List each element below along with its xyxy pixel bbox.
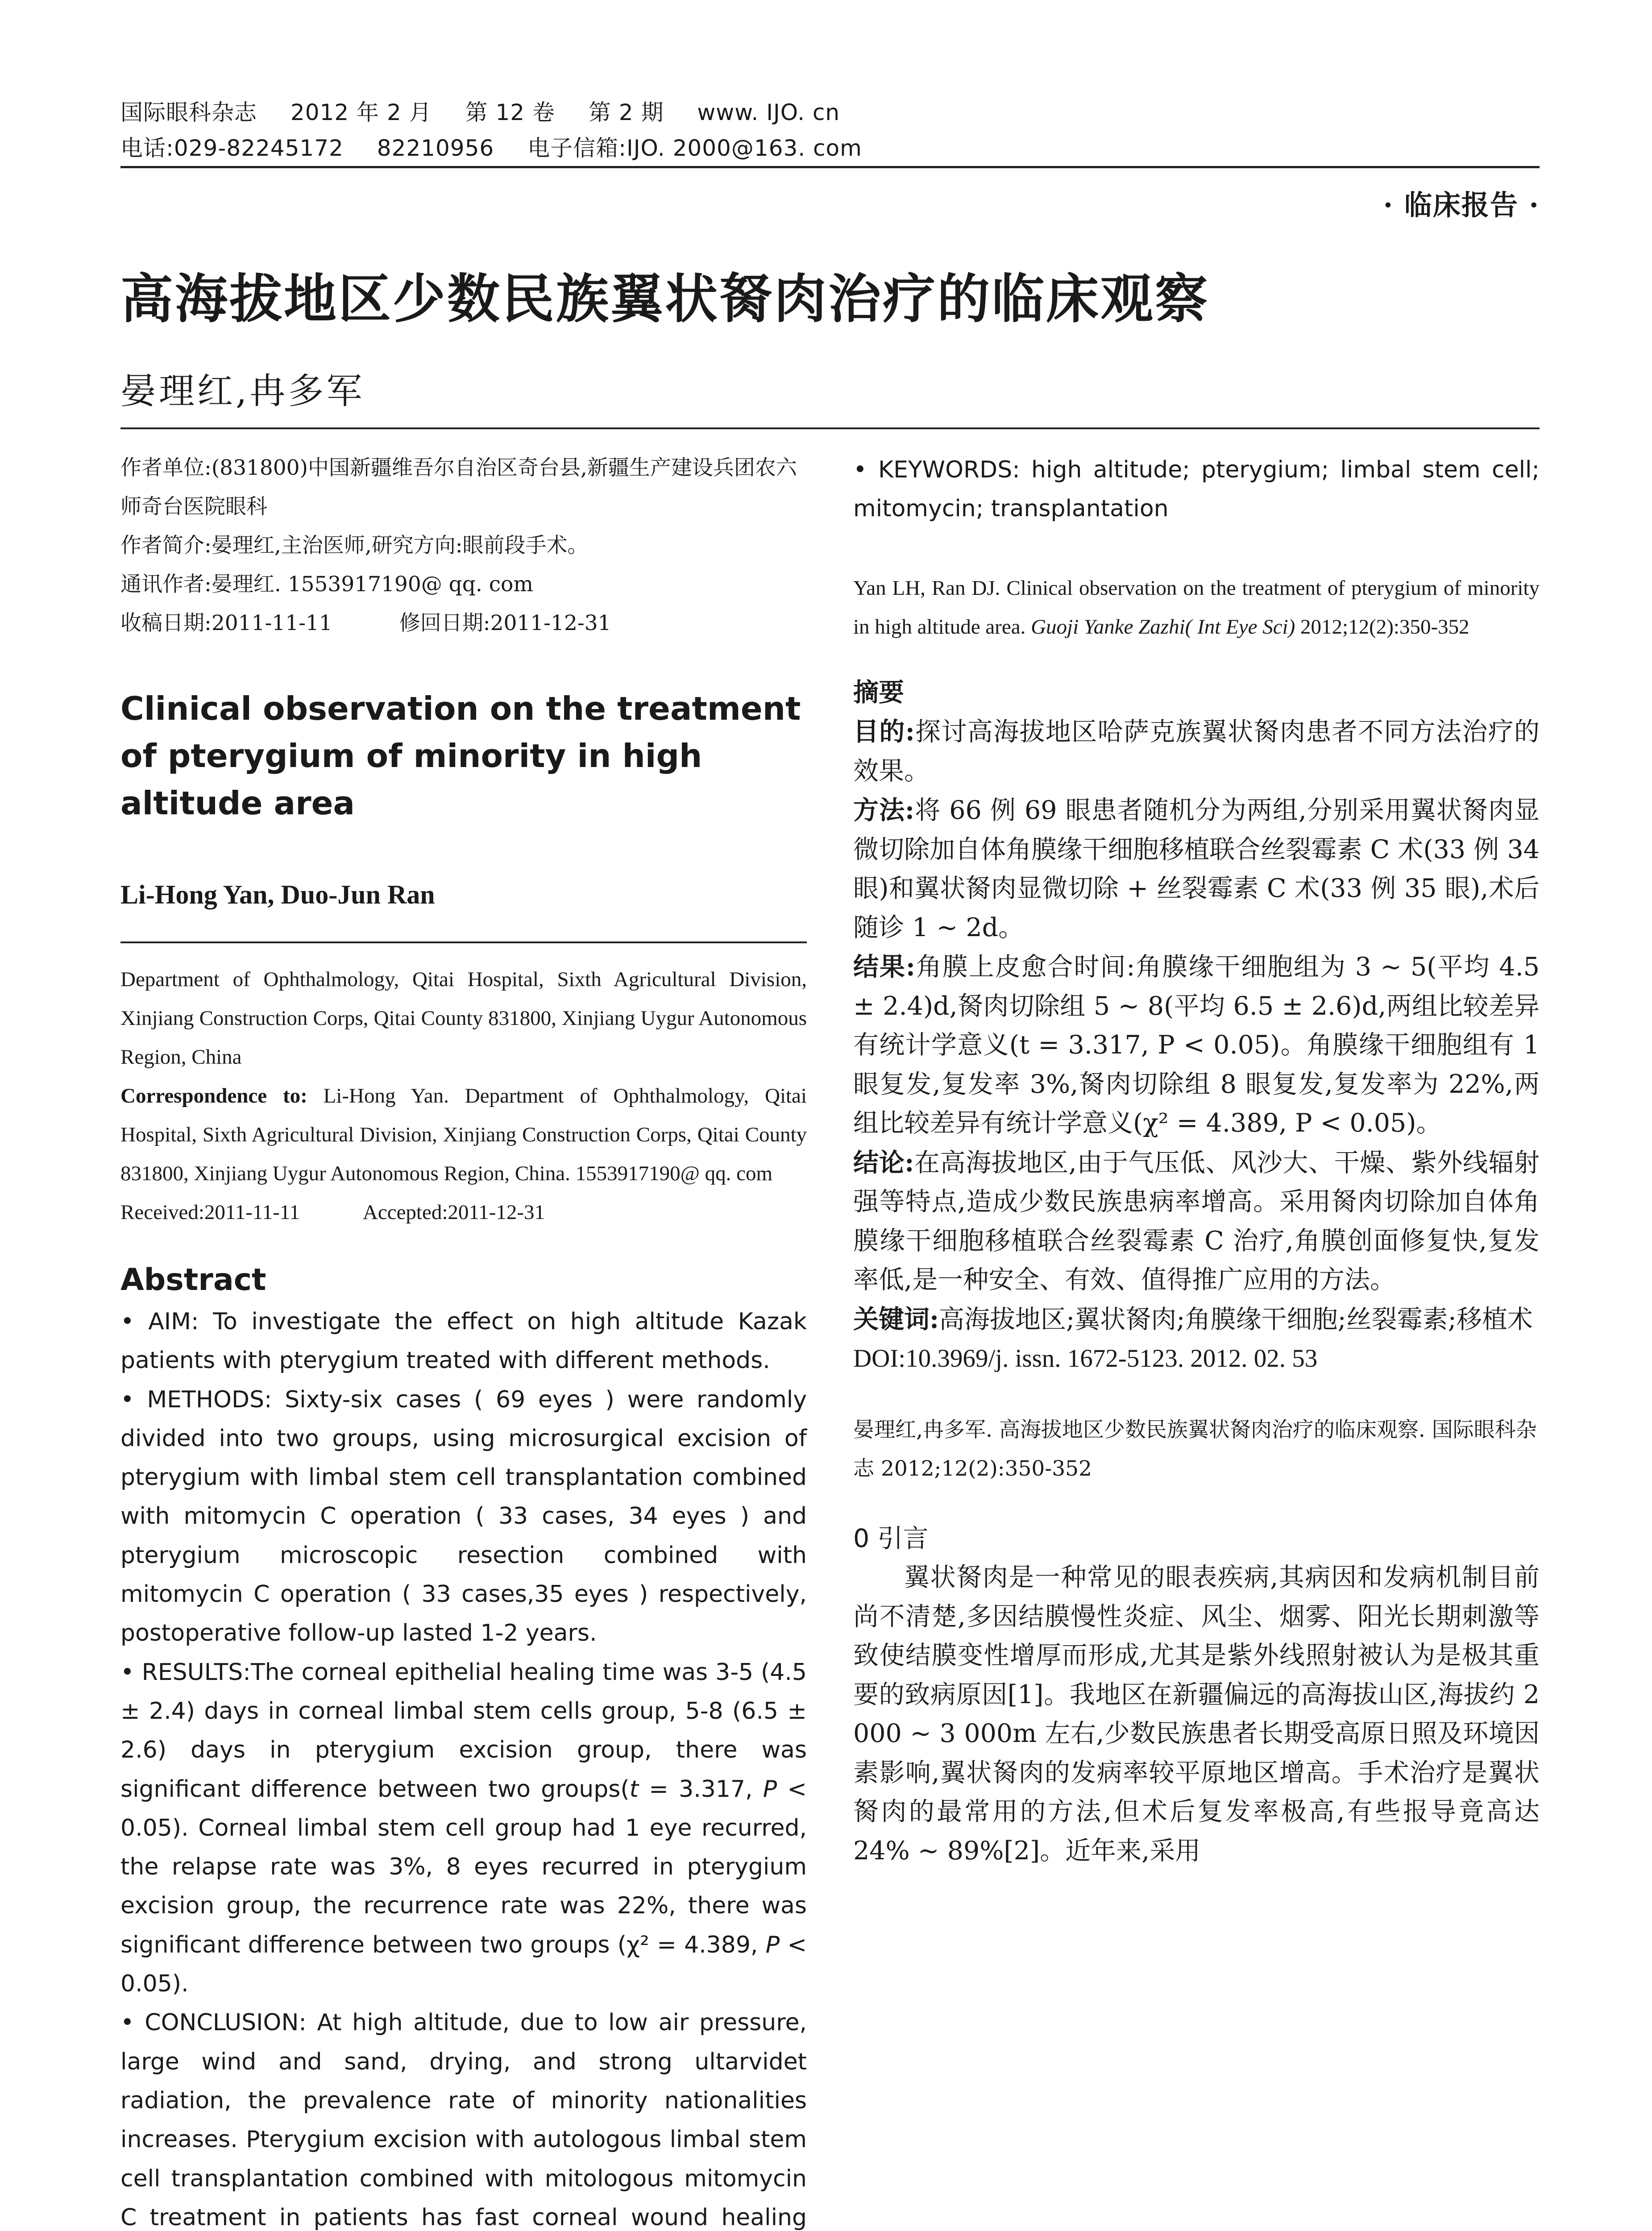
correspondence-text: Li-Hong Yan. Department of Ophthalmology, Qitai Hospital, Sixth Agricultural Division, Xinjiang Construction Corps, Qitai County 831800, Xinjiang Uygur Autonomous Region, China. 1553917190@ qq. com [120, 1084, 807, 1185]
results-t: t [629, 1775, 639, 1803]
abstract-cn-results [853, 947, 1540, 1143]
phone: 电话:029-82245172 [120, 135, 344, 161]
abstract-cn-keywords [853, 1300, 1540, 1339]
received-date-en: Received:2011-11-11 [120, 1201, 300, 1224]
right-column [853, 451, 1540, 1870]
abstract-keywords [853, 451, 1540, 529]
results-cn-text: 角膜上皮愈合时间:角膜缘干细胞组为 3 ~ 5(平均 4.5 ± 2.4)d,胬肉切除组 5 ~ 8(平均 6.5 ± 2.6)d,两组比较差异有统计学意义(t = 3.317, P < 0.05)。角膜缘干细胞组有 1 眼复发,复发率 3%,胬肉切除组 8 眼复发,复发率为 22%,两组比较差异有统计学意义(χ² = 4.389, P < 0.05)。 [853, 952, 1540, 1138]
english-correspondence [120, 1077, 807, 1193]
methods-cn-label: 方法: [853, 795, 915, 825]
dates-cn [120, 604, 807, 643]
abstract-cn-conclusion [853, 1143, 1540, 1300]
citation-en [853, 569, 1540, 647]
citation-en-b: 2012;12(2):350-352 [1295, 615, 1469, 639]
abstract-methods [120, 1381, 807, 1653]
results-text-d: < 0.05). [120, 1931, 807, 1998]
header-line-1 [120, 95, 1540, 130]
english-department: Department of Ophthalmology, Qitai Hospital, Sixth Agricultural Division, Xinjiang Construction Corps, Qitai County 831800, Xinjiang Uygur Autonomous Region, China [120, 968, 807, 1069]
left-column [120, 448, 807, 2231]
correspondence-label: Correspondence to: [120, 1084, 307, 1107]
intro-heading: 0 引言 [853, 1523, 929, 1553]
results-p2: P [765, 1931, 780, 1958]
abstract-cn-heading: 摘要 [853, 677, 904, 707]
header-line-2 [120, 130, 1540, 166]
results-cn-label: 结果: [853, 952, 915, 982]
english-dates [120, 1193, 807, 1232]
citation-en-journal: Guoji Yanke Zazhi( Int Eye Sci) [1031, 615, 1295, 639]
corresponding-author-cn: 通讯作者:晏理红. 1553917190@ qq. com [120, 572, 533, 597]
phone-2: 82210956 [377, 135, 494, 161]
aim-text: To investigate the effect on high altitude Kazak patients with pterygium treated with different methods. [120, 1308, 807, 1374]
keywords-cn-text: 高海拔地区;翼状胬肉;角膜缘干细胞;丝裂霉素;移植术 [939, 1304, 1533, 1334]
email: 电子信箱:IJO. 2000@163. com [527, 135, 862, 161]
author-bio-cn: 作者简介:晏理红,主治医师,研究方向:眼前段手术。 [120, 533, 589, 558]
english-title: Clinical observation on the treatment of pterygium of minority in high altitude area [120, 690, 801, 822]
accepted-date-en: Accepted:2011-12-31 [362, 1201, 545, 1224]
conclusion-text: At high altitude, due to low air pressure, large wind and sand, drying, and strong ultarvidet radiation, the prevalence rate of minority nationalities increases. Pterygium excision with autologous limbal stem cell transplantation combined with mitologous mitomycin C treatment in patients has fast corneal wound healing [120, 2009, 807, 2231]
results-text-b: = 3.317, [639, 1775, 763, 1803]
affiliation-cn: 作者单位:(831800)中国新疆维吾尔自治区奇台县,新疆生产建设兵团农六师奇台医院眼科 [120, 456, 797, 519]
citation-cn: 晏理红,冉多军. 高海拔地区少数民族翼状胬肉治疗的临床观察. 国际眼科杂志 2012;12(2):350-352 [853, 1417, 1537, 1481]
keywords-label: • KEYWORDS: [853, 456, 1020, 483]
issue-date: 2012 年 2 月 [290, 100, 432, 125]
keywords-cn-label: 关键词: [853, 1304, 939, 1334]
methods-label: • METHODS: [120, 1386, 272, 1413]
divider [120, 941, 807, 943]
issue: 第 2 期 [588, 100, 664, 125]
conclusion-cn-text: 在高海拔地区,由于气压低、风沙大、干燥、紫外线辐射强等特点,造成少数民族患病率增高。采用胬肉切除加自体角膜缘干细胞移植联合丝裂霉素 C 治疗,角膜创面修复快,复发率低,是一种安全、有效、值得推广应用的方法。 [853, 1148, 1540, 1295]
results-label: • RESULTS: [120, 1659, 251, 1686]
citation-en-a: Yan LH, Ran DJ. Clinical observation on the treatment of pterygium of minority in high altitude area. [853, 576, 1540, 639]
aim-cn-label: 目的: [853, 717, 915, 747]
conclusion-cn-label: 结论: [853, 1147, 914, 1178]
conclusion-label: • CONCLUSION: [120, 2009, 307, 2036]
header-rule [120, 166, 1540, 168]
results-text-a: The corneal epithelial healing time was 3-5 (4.5 ± 2.4) days in corneal limbal stem cells group, 5-8 (6.5 ± 2.6) days in pterygium excision group, there was significant difference between two groups( [120, 1659, 807, 1803]
abstract-aim [120, 1302, 807, 1381]
english-authors: Li-Hong Yan, Duo-Jun Ran [120, 880, 435, 909]
abstract-results [120, 1653, 807, 2004]
results-p: P [763, 1775, 777, 1803]
title-rule [120, 427, 1540, 429]
section-label: · 临床报告 · [1383, 189, 1540, 221]
journal-name: 国际眼科杂志 [120, 100, 257, 125]
volume: 第 12 卷 [465, 100, 555, 125]
abstract-heading: Abstract [120, 1262, 266, 1298]
doi: DOI:10.3969/j. issn. 1672-5123. 2012. 02. 53 [853, 1344, 1318, 1373]
website: www. IJO. cn [697, 100, 840, 125]
keywords-text: high altitude; pterygium; limbal stem cell; mitomycin; transplantation [853, 456, 1540, 523]
aim-cn-text: 探讨高海拔地区哈萨克族翼状胬肉患者不同方法治疗的效果。 [853, 717, 1540, 786]
methods-cn-text: 将 66 例 69 眼患者随机分为两组,分别采用翼状胬肉显微切除加自体角膜缘干细胞移植联合丝裂霉素 C 术(33 例 34 眼)和翼状胬肉显微切除 + 丝裂霉素 C 术(33 例 35 眼),术后随诊 1 ~ 2d。 [853, 796, 1540, 942]
intro-text: 翼状胬肉是一种常见的眼表疾病,其病因和发病机制目前尚不清楚,多因结膜慢性炎症、风尘、烟雾、阳光长期刺激等致使结膜变性增厚而形成,尤其是紫外线照射被认为是极其重要的致病原因[1]。我地区在新疆偏远的高海拔山区,海拔约 2 000 ~ 3 000m 左右,少数民族患者长期受高原日照及环境因素影响,翼状胬肉的发病率较平原地区增高。手术治疗是翼状胬肉的最常用的方法,但术后复发率极高,有些报导竟高达 24% ~ 89%[2]。近年来,采用 [853, 1563, 1540, 1866]
article-authors: 晏理红,冉多军 [120, 370, 365, 412]
abstract-cn-methods [853, 791, 1540, 947]
results-text-c: < 0.05). Corneal limbal stem cell group had 1 eye recurred, the relapse rate was 3%, 8 eyes recurred in pterygium excision group, the recurrence rate was 22%, there was significant difference between two groups (χ² = 4.389, [120, 1775, 807, 1958]
aim-label: • AIM: [120, 1308, 199, 1335]
journal-header [120, 95, 1540, 166]
received-date-cn: 收稿日期:2011-11-11 [120, 611, 332, 635]
revised-date-cn: 修回日期:2011-12-31 [399, 611, 611, 635]
article-title: 高海拔地区少数民族翼状胬肉治疗的临床观察 [120, 268, 1210, 330]
methods-text: Sixty-six cases ( 69 eyes ) were randomly divided into two groups, using microsurgical excision of pterygium with limbal stem cell transplantation combined with mitomycin C operation ( 33 cases, 34 eyes ) and pterygium microscopic resection combined with mitomycin C operation ( 33 cases,35 eyes ) respectively, postoperative follow-up lasted 1-2 years. [120, 1386, 807, 1647]
abstract-cn-aim [853, 712, 1540, 791]
abstract-conclusion [120, 2003, 807, 2231]
